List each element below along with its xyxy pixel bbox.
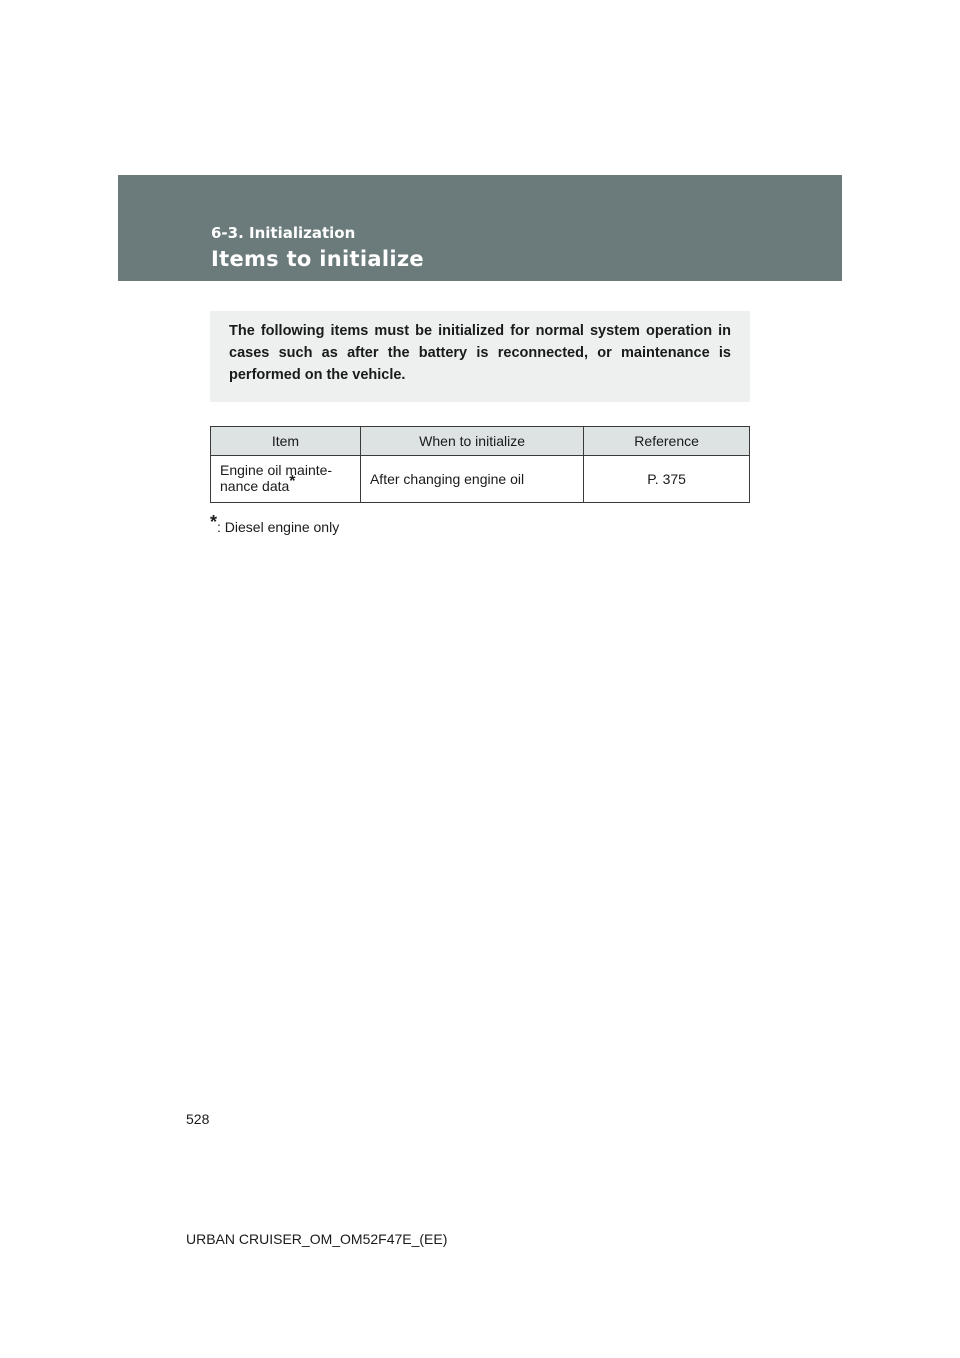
- page-number: 528: [186, 1111, 210, 1127]
- footnote-marker: *: [289, 473, 296, 490]
- document-code: URBAN CRUISER_OM_OM52F47E_(EE): [186, 1231, 448, 1247]
- cell-reference: P. 375: [584, 456, 750, 503]
- header-item: Item: [211, 427, 361, 456]
- footnote-text: : Diesel engine only: [217, 519, 340, 535]
- header-reference: Reference: [584, 427, 750, 456]
- items-table: [210, 426, 750, 503]
- table-header-row: [211, 427, 750, 456]
- header-band: [118, 175, 842, 281]
- cell-item: [211, 456, 361, 503]
- footnote: [210, 512, 340, 537]
- footnote-marker: *: [210, 512, 218, 532]
- section-label: 6-3. Initialization: [211, 224, 356, 242]
- cell-when: After changing engine oil: [360, 456, 583, 503]
- item-line-2: nance data: [220, 478, 290, 494]
- page-title: Items to initialize: [211, 247, 424, 271]
- item-line-1: Engine oil mainte-: [220, 462, 333, 478]
- header-when: When to initialize: [360, 427, 583, 456]
- intro-text: The following items must be initialized for normal system operation in cases such as after the battery is reconnected, or maintenance is performed on the vehicle.: [229, 323, 731, 383]
- intro-box: [210, 311, 750, 402]
- table-row: [211, 456, 750, 503]
